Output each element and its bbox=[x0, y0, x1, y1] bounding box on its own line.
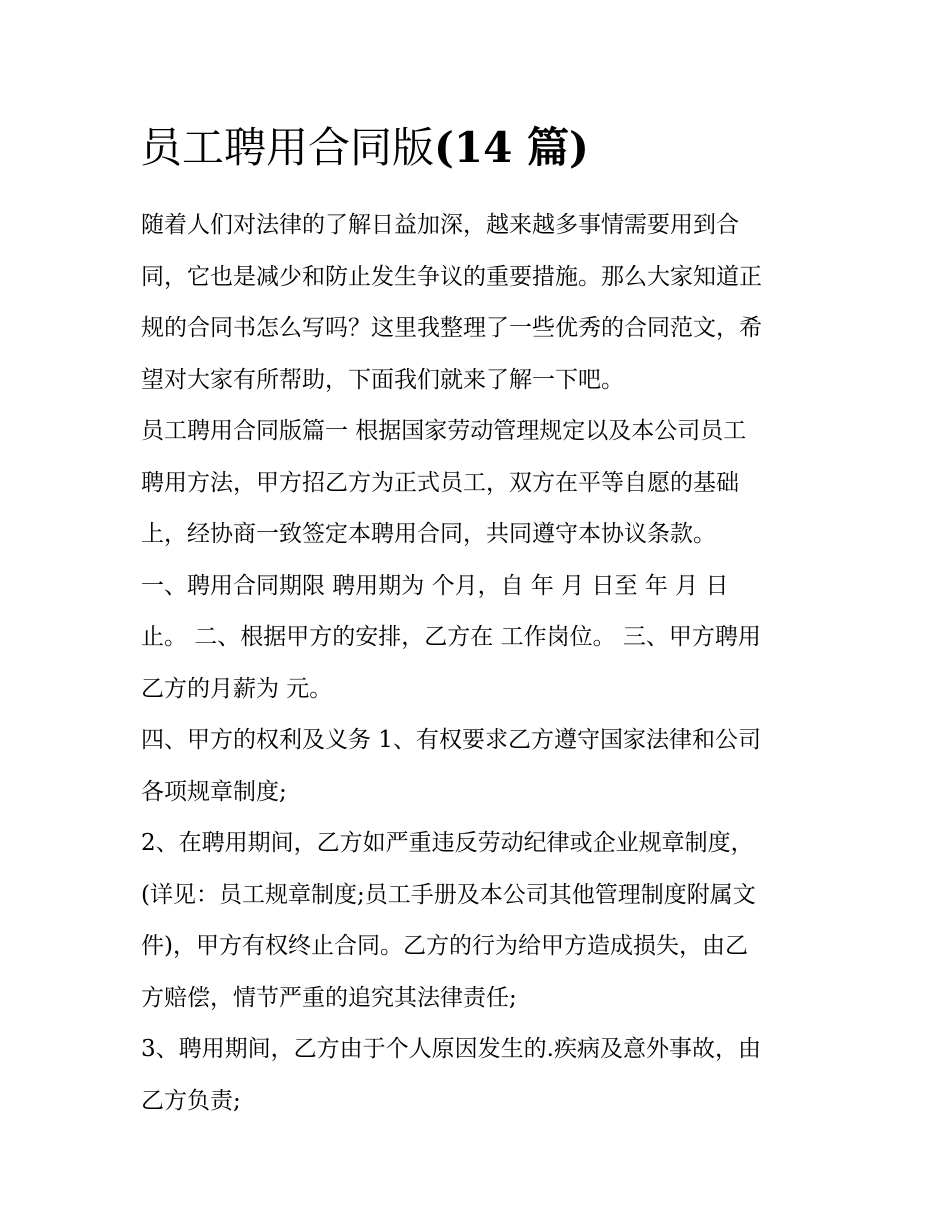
document-title bbox=[140, 118, 840, 178]
text-line: 止。 二、根据甲方的安排，乙方在 工作岗位。 三、甲方聘用 bbox=[141, 624, 761, 650]
text-line: 件)，甲方有权终止合同。乙方的行为给甲方造成损失，由乙 bbox=[141, 933, 748, 959]
text-line: (详见：员工规章制度;员工手册及本公司其他管理制度附属文 bbox=[141, 881, 756, 908]
text-line: 员工聘用合同版篇一 根据国家劳动管理规定以及本公司员工 bbox=[141, 418, 747, 444]
text-line: 同，它也是减少和防止发生争议的重要措施。那么大家知道正 bbox=[141, 263, 762, 290]
text-line: 望对大家有所帮助，下面我们就来了解一下吧。 bbox=[141, 366, 624, 393]
text-line: 随着人们对法律的了解日益加深，越来越多事情需要用到合 bbox=[141, 212, 739, 238]
text-line: 规的合同书怎么写吗？这里我整理了一些优秀的合同范文，希 bbox=[141, 315, 762, 341]
title-suffix: (14 篇) bbox=[434, 123, 589, 172]
document-body bbox=[141, 200, 821, 1127]
text-line: 四、甲方的权利及义务 1、有权要求乙方遵守国家法律和公司 bbox=[141, 727, 761, 753]
text-line: 方赔偿，情节严重的追究其法律责任; bbox=[141, 984, 517, 1011]
text-line: 乙方的月薪为 元。 bbox=[141, 675, 333, 702]
text-line: 一、聘用合同期限 聘用期为 个月，自 年 月 日至 年 月 日 bbox=[141, 572, 729, 599]
text-line: 上，经协商一致签定本聘用合同，共同遵守本协议条款。 bbox=[141, 521, 716, 547]
text-line: 各项规章制度; bbox=[141, 778, 287, 805]
text-line: 聘用方法，甲方招乙方为正式员工，双方在平等自愿的基础 bbox=[141, 469, 739, 496]
text-line: 2、在聘用期间，乙方如严重违反劳动纪律或企业规章制度， bbox=[141, 830, 754, 856]
text-line: 3、聘用期间，乙方由于个人原因发生的.疾病及意外事故，由 bbox=[141, 1036, 761, 1062]
title-main: 员工聘用合同版 bbox=[140, 123, 435, 172]
text-line: 乙方负责; bbox=[141, 1087, 241, 1114]
